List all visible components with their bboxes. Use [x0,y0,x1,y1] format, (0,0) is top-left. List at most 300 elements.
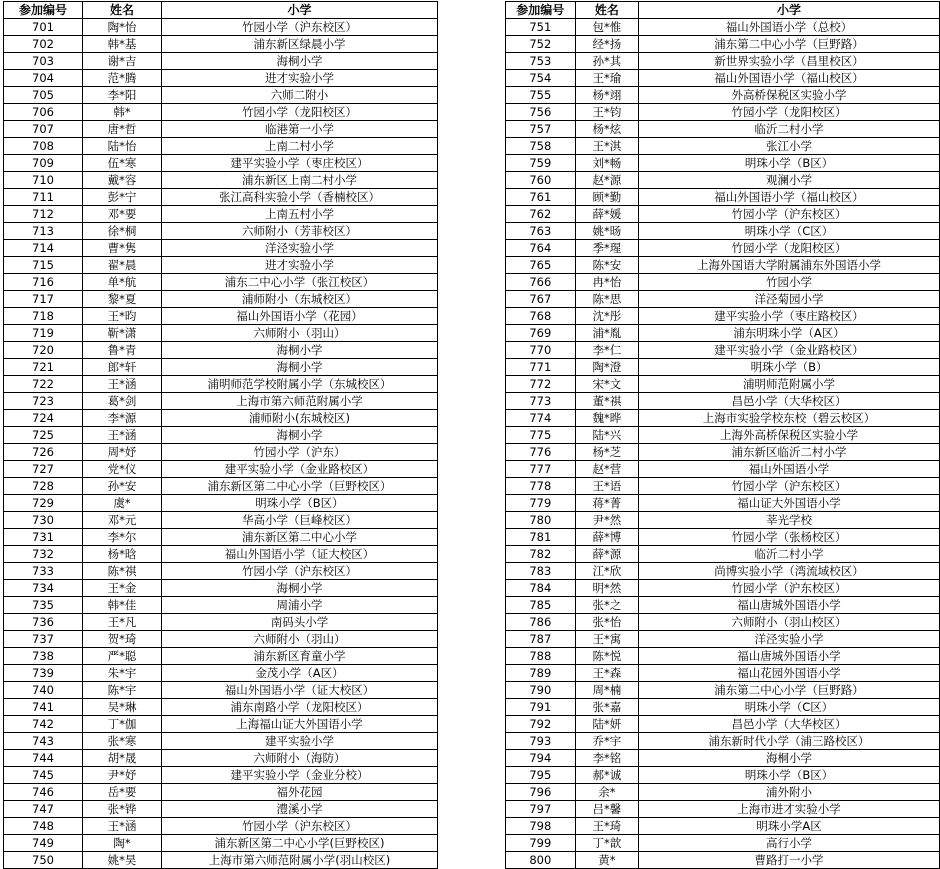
cell-id[interactable]: 717 [4,291,83,308]
cell-id[interactable]: 711 [4,189,83,206]
cell-id[interactable]: 706 [4,104,83,121]
cell-id[interactable]: 715 [4,257,83,274]
cell-name[interactable]: 丁*歆 [575,835,639,852]
cell-school[interactable]: 福山外国语小学（福山校区） [639,189,940,206]
cell-school[interactable]: 竹园小学（沪东校区） [162,818,438,835]
cell-school[interactable]: 福山外国语小学 [639,461,940,478]
cell-name[interactable]: 严*聪 [83,648,162,665]
cell-school[interactable]: 浦东新区上南二村小学 [162,172,438,189]
cell-id[interactable]: 798 [506,818,576,835]
cell-id[interactable]: 734 [4,580,83,597]
cell-school[interactable]: 明珠小学（C区） [639,223,940,240]
cell-name[interactable]: 邓*要 [83,206,162,223]
cell-name[interactable]: 胡*晟 [83,750,162,767]
cell-name[interactable]: 张*怡 [575,614,639,631]
cell-name[interactable]: 魏*晔 [575,410,639,427]
cell-name[interactable]: 杨*炫 [575,121,639,138]
cell-id[interactable]: 720 [4,342,83,359]
cell-school[interactable]: 上海市实验学校东校（碧云校区） [639,410,940,427]
cell-name[interactable]: 王*凡 [83,614,162,631]
cell-name[interactable]: 张*寒 [83,733,162,750]
cell-school[interactable]: 浦师附小(东城校区) [162,410,438,427]
cell-id[interactable]: 744 [4,750,83,767]
cell-name[interactable]: 尹*妤 [83,767,162,784]
cell-id[interactable]: 712 [4,206,83,223]
cell-school[interactable]: 华高小学（巨峰校区） [162,512,438,529]
cell-name[interactable]: 杨*晗 [83,546,162,563]
cell-school[interactable]: 竹园小学（沪东校区） [162,563,438,580]
cell-id[interactable]: 763 [506,223,576,240]
cell-id[interactable]: 731 [4,529,83,546]
cell-name[interactable]: 李*源 [83,410,162,427]
cell-school[interactable]: 福山外国语小学（证大校区） [162,682,438,699]
cell-id[interactable]: 765 [506,257,576,274]
cell-school[interactable]: 竹园小学（沪东校区） [639,206,940,223]
cell-school[interactable]: 尚博实验小学（湾流域校区） [639,563,940,580]
cell-id[interactable]: 770 [506,342,576,359]
cell-name[interactable]: 孙*其 [575,53,639,70]
cell-school[interactable]: 竹园小学（沪东校区） [639,580,940,597]
cell-id[interactable]: 759 [506,155,576,172]
cell-id[interactable]: 783 [506,563,576,580]
cell-school[interactable]: 进才实验小学 [162,257,438,274]
cell-name[interactable]: 翟*晨 [83,257,162,274]
cell-name[interactable]: 鲁*青 [83,342,162,359]
cell-id[interactable]: 785 [506,597,576,614]
cell-school[interactable]: 南码头小学 [162,614,438,631]
cell-school[interactable]: 福外花园 [162,784,438,801]
cell-id[interactable]: 705 [4,87,83,104]
cell-id[interactable]: 790 [506,682,576,699]
cell-school[interactable]: 曹路打一小学 [639,852,940,869]
cell-school[interactable]: 莘光学校 [639,512,940,529]
cell-name[interactable]: 薛*媛 [575,206,639,223]
cell-id[interactable]: 730 [4,512,83,529]
cell-id[interactable]: 701 [4,19,83,36]
cell-id[interactable]: 758 [506,138,576,155]
cell-school[interactable]: 上南五村小学 [162,206,438,223]
cell-school[interactable]: 竹园小学（龙阳校区） [639,104,940,121]
cell-id[interactable]: 742 [4,716,83,733]
cell-school[interactable]: 竹园小学（沪东校区） [639,478,940,495]
cell-name[interactable]: 陆*怡 [83,138,162,155]
cell-id[interactable]: 753 [506,53,576,70]
cell-id[interactable]: 721 [4,359,83,376]
cell-school[interactable]: 临港第一小学 [162,121,438,138]
cell-name[interactable]: 包*惟 [575,19,639,36]
cell-name[interactable]: 虞* [83,495,162,512]
cell-school[interactable]: 明珠小学A区 [639,818,940,835]
cell-id[interactable]: 786 [506,614,576,631]
cell-school[interactable]: 建平实验小学（金业路校区） [162,461,438,478]
cell-name[interactable]: 江*欣 [575,563,639,580]
cell-name[interactable]: 王*寓 [575,631,639,648]
cell-id[interactable]: 709 [4,155,83,172]
cell-school[interactable]: 浦东新区第二中心小学 [162,529,438,546]
cell-school[interactable]: 进才实验小学 [162,70,438,87]
cell-school[interactable]: 上海市第六师范附属小学 [162,393,438,410]
cell-id[interactable]: 726 [4,444,83,461]
cell-id[interactable]: 704 [4,70,83,87]
cell-name[interactable]: 伍*寒 [83,155,162,172]
cell-id[interactable]: 737 [4,631,83,648]
cell-id[interactable]: 733 [4,563,83,580]
cell-name[interactable]: 陈*思 [575,291,639,308]
cell-name[interactable]: 单*航 [83,274,162,291]
cell-school[interactable]: 上海市进才实验小学 [639,801,940,818]
cell-name[interactable]: 乔*宇 [575,733,639,750]
cell-id[interactable]: 754 [506,70,576,87]
cell-name[interactable]: 张*铧 [83,801,162,818]
cell-name[interactable]: 余* [575,784,639,801]
cell-name[interactable]: 谢*吉 [83,53,162,70]
cell-school[interactable]: 海桐小学 [162,427,438,444]
cell-school[interactable]: 福山唐城外国语小学 [639,597,940,614]
cell-name[interactable]: 董*祺 [575,393,639,410]
cell-id[interactable]: 703 [4,53,83,70]
cell-id[interactable]: 782 [506,546,576,563]
cell-id[interactable]: 740 [4,682,83,699]
cell-id[interactable]: 710 [4,172,83,189]
cell-name[interactable]: 韩*基 [83,36,162,53]
cell-id[interactable]: 707 [4,121,83,138]
cell-id[interactable]: 797 [506,801,576,818]
cell-school[interactable]: 昌邑小学（大华校区） [639,393,940,410]
cell-id[interactable]: 736 [4,614,83,631]
cell-name[interactable]: 陈*宇 [83,682,162,699]
cell-name[interactable]: 戴*容 [83,172,162,189]
cell-name[interactable]: 徐*桐 [83,223,162,240]
cell-id[interactable]: 769 [506,325,576,342]
cell-school[interactable]: 洋泾菊园小学 [639,291,940,308]
cell-school[interactable]: 浦东第二中心小学（巨野路） [639,36,940,53]
cell-id[interactable]: 745 [4,767,83,784]
cell-school[interactable]: 洋泾实验小学 [162,240,438,257]
cell-school[interactable]: 六师附小（羽山） [162,325,438,342]
cell-school[interactable]: 福山外国语小学（花园） [162,308,438,325]
cell-name[interactable]: 朱*宇 [83,665,162,682]
cell-id[interactable]: 732 [4,546,83,563]
cell-name[interactable]: 王*钧 [575,104,639,121]
cell-id[interactable]: 714 [4,240,83,257]
cell-school[interactable]: 澧溪小学 [162,801,438,818]
cell-id[interactable]: 727 [4,461,83,478]
cell-name[interactable]: 韩*佳 [83,597,162,614]
cell-id[interactable]: 775 [506,427,576,444]
cell-id[interactable]: 766 [506,274,576,291]
cell-name[interactable]: 沈*彤 [575,308,639,325]
cell-name[interactable]: 赵*营 [575,461,639,478]
cell-id[interactable]: 795 [506,767,576,784]
cell-id[interactable]: 722 [4,376,83,393]
cell-school[interactable]: 竹园小学 [639,274,940,291]
cell-school[interactable]: 海桐小学 [639,750,940,767]
cell-school[interactable]: 新世界实验小学（昌里校区） [639,53,940,70]
cell-id[interactable]: 749 [4,835,83,852]
cell-id[interactable]: 739 [4,665,83,682]
cell-name[interactable]: 吕*馨 [575,801,639,818]
cell-school[interactable]: 上海外国语大学附属浦东外国语小学 [639,257,940,274]
cell-name[interactable]: 贺*琦 [83,631,162,648]
cell-name[interactable]: 彭*宁 [83,189,162,206]
cell-id[interactable]: 761 [506,189,576,206]
cell-school[interactable]: 浦东新区绿晨小学 [162,36,438,53]
cell-id[interactable]: 762 [506,206,576,223]
cell-school[interactable]: 福山花园外国语小学 [639,665,940,682]
cell-name[interactable]: 浦*胤 [575,325,639,342]
cell-school[interactable]: 海桐小学 [162,342,438,359]
cell-id[interactable]: 794 [506,750,576,767]
header-name[interactable]: 姓名 [575,2,639,19]
cell-school[interactable]: 海桐小学 [162,580,438,597]
cell-name[interactable]: 唐*哲 [83,121,162,138]
cell-id[interactable]: 791 [506,699,576,716]
cell-name[interactable]: 王*涵 [83,818,162,835]
header-school[interactable]: 小学 [639,2,940,19]
cell-school[interactable]: 明珠小学（B） [639,359,940,376]
cell-id[interactable]: 718 [4,308,83,325]
cell-id[interactable]: 780 [506,512,576,529]
cell-school[interactable]: 福山唐城外国语小学 [639,648,940,665]
cell-school[interactable]: 竹园小学（沪东校区） [162,19,438,36]
cell-school[interactable]: 竹园小学（龙阳校区） [639,240,940,257]
cell-school[interactable]: 竹园小学（沪东） [162,444,438,461]
cell-id[interactable]: 729 [4,495,83,512]
cell-name[interactable]: 王*昀 [83,308,162,325]
cell-school[interactable]: 浦明师范学校附属小学（东城校区） [162,376,438,393]
cell-id[interactable]: 764 [506,240,576,257]
cell-name[interactable]: 王*语 [575,478,639,495]
cell-name[interactable]: 王*涵 [83,376,162,393]
cell-name[interactable]: 刘*畅 [575,155,639,172]
cell-id[interactable]: 771 [506,359,576,376]
cell-school[interactable]: 建平实验小学 [162,733,438,750]
cell-name[interactable]: 冉*怡 [575,274,639,291]
cell-school[interactable]: 建平实验小学（金业分校） [162,767,438,784]
cell-school[interactable]: 外高桥保税区实验小学 [639,87,940,104]
cell-id[interactable]: 713 [4,223,83,240]
cell-school[interactable]: 上南二村小学 [162,138,438,155]
cell-school[interactable]: 六师附小（羽山） [162,631,438,648]
cell-name[interactable]: 王*涵 [83,427,162,444]
cell-id[interactable]: 776 [506,444,576,461]
cell-school[interactable]: 六师附小（海防） [162,750,438,767]
cell-school[interactable]: 福山外国语小学（总校） [639,19,940,36]
cell-id[interactable]: 755 [506,87,576,104]
cell-school[interactable]: 明珠小学（B区） [639,767,940,784]
cell-name[interactable]: 王*森 [575,665,639,682]
cell-name[interactable]: 陶* [83,835,162,852]
cell-id[interactable]: 724 [4,410,83,427]
cell-name[interactable]: 周*楠 [575,682,639,699]
cell-school[interactable]: 六师附小（芳菲校区） [162,223,438,240]
cell-name[interactable]: 宋*文 [575,376,639,393]
header-name[interactable]: 姓名 [83,2,162,19]
cell-id[interactable]: 728 [4,478,83,495]
cell-name[interactable]: 吴*琳 [83,699,162,716]
cell-name[interactable]: 陆*妍 [575,716,639,733]
cell-id[interactable]: 787 [506,631,576,648]
cell-id[interactable]: 781 [506,529,576,546]
cell-name[interactable]: 张*嘉 [575,699,639,716]
cell-name[interactable]: 季*瑆 [575,240,639,257]
cell-id[interactable]: 760 [506,172,576,189]
cell-name[interactable]: 邓*元 [83,512,162,529]
cell-school[interactable]: 福山证大外国语小学 [639,495,940,512]
cell-id[interactable]: 716 [4,274,83,291]
cell-name[interactable]: 陈*安 [575,257,639,274]
cell-id[interactable]: 743 [4,733,83,750]
cell-id[interactable]: 723 [4,393,83,410]
cell-school[interactable]: 福山外国语小学（福山校区） [639,70,940,87]
cell-name[interactable]: 赵*源 [575,172,639,189]
cell-school[interactable]: 浦东南路小学（龙阳校区） [162,699,438,716]
cell-name[interactable]: 陆*兴 [575,427,639,444]
cell-school[interactable]: 浦外附小 [639,784,940,801]
cell-school[interactable]: 临沂二村小学 [639,121,940,138]
cell-id[interactable]: 735 [4,597,83,614]
cell-name[interactable]: 周*妤 [83,444,162,461]
cell-school[interactable]: 昌邑小学（大华校区） [639,716,940,733]
cell-school[interactable]: 浦东新区第二中心小学（巨野校区） [162,478,438,495]
cell-id[interactable]: 792 [506,716,576,733]
cell-school[interactable]: 六师二附小 [162,87,438,104]
cell-school[interactable]: 金茂小学（A区） [162,665,438,682]
cell-school[interactable]: 明珠小学（B区） [162,495,438,512]
cell-id[interactable]: 752 [506,36,576,53]
cell-name[interactable]: 薛*源 [575,546,639,563]
cell-name[interactable]: 李*尔 [83,529,162,546]
cell-name[interactable]: 王*金 [83,580,162,597]
cell-school[interactable]: 浦师附小（东城校区） [162,291,438,308]
cell-name[interactable]: 陈*祺 [83,563,162,580]
cell-name[interactable]: 姚*旸 [575,223,639,240]
cell-id[interactable]: 756 [506,104,576,121]
cell-school[interactable]: 浦东新区育童小学 [162,648,438,665]
cell-id[interactable]: 773 [506,393,576,410]
cell-name[interactable]: 岳*要 [83,784,162,801]
cell-name[interactable]: 丁*伽 [83,716,162,733]
cell-name[interactable]: 王*琦 [575,818,639,835]
cell-school[interactable]: 福山外国语小学（证大校区） [162,546,438,563]
cell-id[interactable]: 796 [506,784,576,801]
cell-name[interactable]: 党*仪 [83,461,162,478]
cell-school[interactable]: 浦东明珠小学（A区） [639,325,940,342]
cell-school[interactable]: 周浦小学 [162,597,438,614]
cell-id[interactable]: 738 [4,648,83,665]
cell-name[interactable]: 王*瑜 [575,70,639,87]
cell-school[interactable]: 浦东二中心小学（张江校区） [162,274,438,291]
cell-school[interactable]: 浦东新区临沂二村小学 [639,444,940,461]
cell-name[interactable]: 李*铭 [575,750,639,767]
cell-school[interactable]: 洋泾实验小学 [639,631,940,648]
cell-school[interactable]: 张江高科实验小学（香楠校区） [162,189,438,206]
cell-school[interactable]: 张江小学 [639,138,940,155]
cell-id[interactable]: 799 [506,835,576,852]
cell-id[interactable]: 757 [506,121,576,138]
cell-school[interactable]: 竹园小学（龙阳校区） [162,104,438,121]
cell-school[interactable]: 观澜小学 [639,172,940,189]
cell-name[interactable]: 韩* [83,104,162,121]
cell-name[interactable]: 张*之 [575,597,639,614]
cell-id[interactable]: 774 [506,410,576,427]
cell-id[interactable]: 788 [506,648,576,665]
cell-name[interactable]: 杨*芝 [575,444,639,461]
cell-name[interactable]: 陶*澄 [575,359,639,376]
cell-school[interactable]: 建平实验小学（枣庄校区） [162,155,438,172]
cell-school[interactable]: 海桐小学 [162,359,438,376]
cell-id[interactable]: 779 [506,495,576,512]
cell-id[interactable]: 748 [4,818,83,835]
cell-school[interactable]: 明珠小学（C区） [639,699,940,716]
cell-name[interactable]: 郝*诚 [575,767,639,784]
cell-name[interactable]: 靳*潇 [83,325,162,342]
header-id[interactable]: 参加编号 [4,2,83,19]
cell-name[interactable]: 王*淇 [575,138,639,155]
cell-school[interactable]: 六师附小（羽山校区） [639,614,940,631]
cell-school[interactable]: 建平实验小学（枣庄路校区） [639,308,940,325]
cell-id[interactable]: 777 [506,461,576,478]
cell-id[interactable]: 784 [506,580,576,597]
cell-id[interactable]: 767 [506,291,576,308]
cell-name[interactable]: 薛*博 [575,529,639,546]
cell-id[interactable]: 772 [506,376,576,393]
cell-id[interactable]: 708 [4,138,83,155]
header-school[interactable]: 小学 [162,2,438,19]
cell-id[interactable]: 747 [4,801,83,818]
cell-id[interactable]: 768 [506,308,576,325]
cell-name[interactable]: 葛*剑 [83,393,162,410]
cell-name[interactable]: 杨*翊 [575,87,639,104]
cell-id[interactable]: 778 [506,478,576,495]
cell-id[interactable]: 750 [4,852,83,869]
cell-name[interactable]: 黎*夏 [83,291,162,308]
cell-school[interactable]: 上海福山证大外国语小学 [162,716,438,733]
cell-name[interactable]: 李*阳 [83,87,162,104]
cell-id[interactable]: 789 [506,665,576,682]
cell-school[interactable]: 上海外高桥保税区实验小学 [639,427,940,444]
cell-name[interactable]: 范*腾 [83,70,162,87]
cell-name[interactable]: 明*然 [575,580,639,597]
cell-name[interactable]: 姚*昊 [83,852,162,869]
cell-id[interactable]: 741 [4,699,83,716]
cell-school[interactable]: 浦东新时代小学（浦三路校区） [639,733,940,750]
cell-id[interactable]: 800 [506,852,576,869]
cell-name[interactable]: 陈*悦 [575,648,639,665]
cell-id[interactable]: 751 [506,19,576,36]
cell-school[interactable]: 上海市第六师范附属小学(羽山校区) [162,852,438,869]
cell-school[interactable]: 临沂二村小学 [639,546,940,563]
cell-school[interactable]: 浦明师范附属小学 [639,376,940,393]
cell-school[interactable]: 明珠小学（B区） [639,155,940,172]
cell-id[interactable]: 793 [506,733,576,750]
cell-id[interactable]: 702 [4,36,83,53]
cell-school[interactable]: 浦东第二中心小学（巨野路） [639,682,940,699]
cell-name[interactable]: 顾*勤 [575,189,639,206]
cell-school[interactable]: 建平实验小学（金业路校区） [639,342,940,359]
cell-name[interactable]: 经*扬 [575,36,639,53]
cell-name[interactable]: 孙*安 [83,478,162,495]
cell-name[interactable]: 尹*然 [575,512,639,529]
cell-name[interactable]: 蒋*菁 [575,495,639,512]
cell-school[interactable]: 竹园小学（张杨校区） [639,529,940,546]
cell-id[interactable]: 725 [4,427,83,444]
cell-name[interactable]: 陶*怡 [83,19,162,36]
cell-school[interactable]: 高行小学 [639,835,940,852]
cell-name[interactable]: 曹*隽 [83,240,162,257]
cell-school[interactable]: 海桐小学 [162,53,438,70]
cell-id[interactable]: 719 [4,325,83,342]
